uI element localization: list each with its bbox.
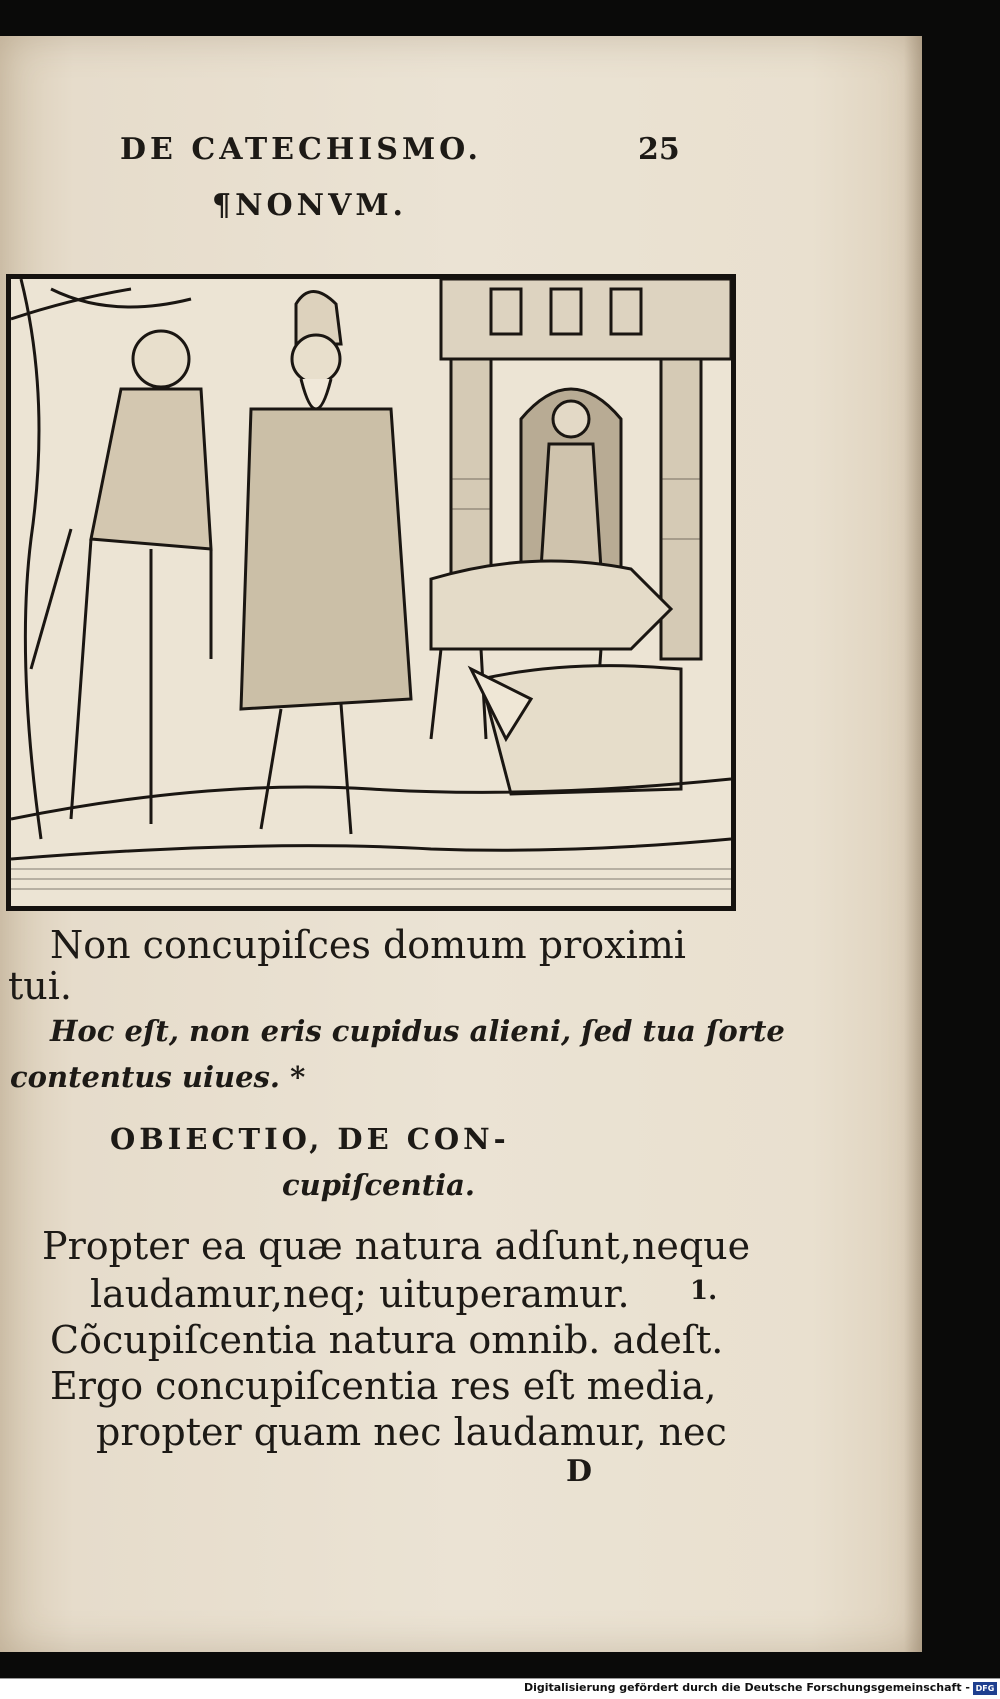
- margin-marker: 1.: [690, 1276, 718, 1306]
- dfg-logo: DFG: [973, 1682, 997, 1695]
- paragraph-line-3: Cõcupiſcentia natura omnib. adeſt.: [50, 1318, 724, 1362]
- book-page: [0, 36, 922, 1652]
- section-heading: ¶NONVM.: [212, 188, 407, 223]
- woodcut-image: [11, 279, 731, 906]
- footer-bar: [0, 1678, 1000, 1699]
- commandment-line-2: tui.: [8, 964, 72, 1008]
- signature-mark: D: [566, 1454, 593, 1489]
- paragraph-line-4: Ergo concupiſcentia res eſt media,: [50, 1364, 717, 1408]
- commandment-line-1: Non concupiſces domum proximi: [50, 923, 686, 967]
- paragraph-line-1: Propter ea quæ natura adſunt,neque: [42, 1224, 751, 1268]
- objection-heading-line-2: cupiſcentia.: [282, 1168, 476, 1202]
- page-number: 25: [638, 132, 680, 167]
- gloss-line-2: contentus uiues. *: [10, 1060, 306, 1094]
- running-title: DE CATECHISMO.: [120, 132, 482, 167]
- funding-credit: Digitalisierung gefördert durch die Deutsche Forschungsgemeinschaft -: [523, 1681, 970, 1694]
- objection-heading: OBIECTIO, DE CON-: [110, 1122, 510, 1156]
- paragraph-line-5: propter quam nec laudamur, nec: [96, 1410, 727, 1454]
- woodcut-illustration: [6, 274, 736, 911]
- gloss-line-1: Hoc eſt, non eris cupidus alieni, ſed tua ſorte: [50, 1014, 785, 1048]
- paragraph-line-2: laudamur,neq; uituperamur.: [90, 1272, 630, 1316]
